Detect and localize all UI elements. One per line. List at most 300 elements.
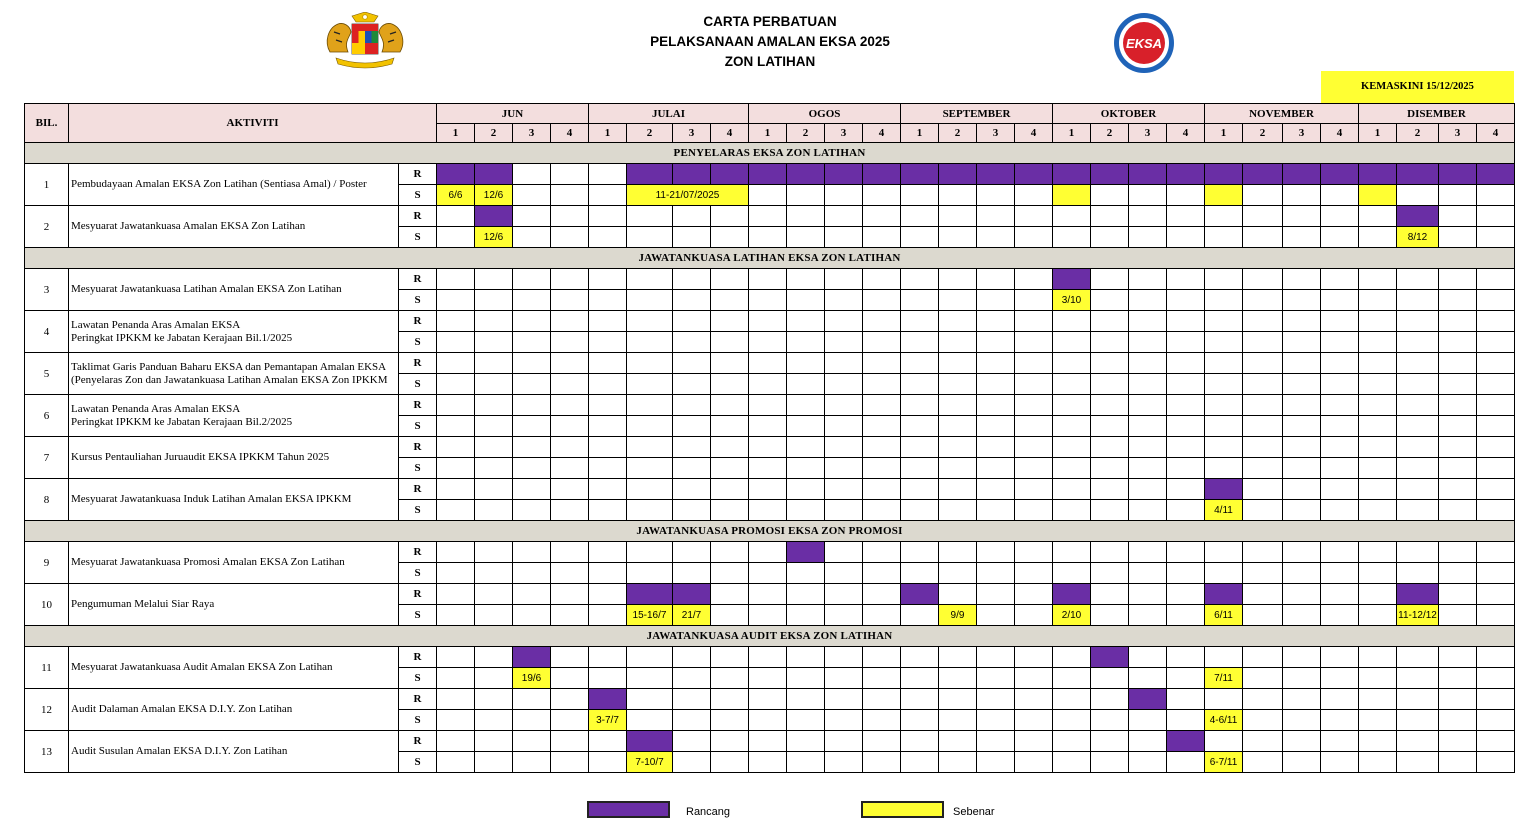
plan-row-label: R (399, 731, 437, 752)
actual-cell-filled: 15-16/7 (627, 605, 673, 626)
plan-row-label: R (399, 647, 437, 668)
actual-cell (513, 605, 551, 626)
actual-cell (1167, 458, 1205, 479)
actual-cell (513, 458, 551, 479)
actual-cell (1283, 500, 1321, 521)
plan-cell-filled (475, 206, 513, 227)
week-header: 4 (711, 124, 749, 143)
actual-cell (749, 374, 787, 395)
actual-cell (977, 416, 1015, 437)
plan-cell (939, 584, 977, 605)
actual-cell (1091, 458, 1129, 479)
plan-cell (901, 353, 939, 374)
plan-cell-filled (1053, 269, 1091, 290)
title-line-1: CARTA PERBATUAN (703, 14, 837, 29)
row-number: 6 (25, 395, 69, 437)
plan-cell (1091, 584, 1129, 605)
plan-cell (901, 269, 939, 290)
week-header: 4 (1321, 124, 1359, 143)
actual-cell (627, 290, 673, 311)
row-number: 8 (25, 479, 69, 521)
plan-cell (1359, 689, 1397, 710)
actual-cell (589, 416, 627, 437)
activity-name: Taklimat Garis Panduan Baharu EKSA dan Pemantapan Amalan EKSA (Penyelaras Zon dan Jawatankuasa Latihan Amalan EKSA Zon IPKKM (69, 353, 399, 395)
actual-cell (589, 563, 627, 584)
actual-cell (1129, 290, 1167, 311)
actual-cell (1243, 563, 1283, 584)
plan-cell (475, 542, 513, 563)
actual-cell (939, 290, 977, 311)
plan-cell (1129, 731, 1167, 752)
actual-cell (1321, 332, 1359, 353)
actual-cell (711, 374, 749, 395)
plan-cell-filled (711, 164, 749, 185)
plan-cell (863, 269, 901, 290)
actual-cell (1053, 416, 1091, 437)
plan-cell (749, 311, 787, 332)
activity-name: Pengumuman Melalui Siar Raya (69, 584, 399, 626)
plan-cell (863, 584, 901, 605)
actual-cell (749, 416, 787, 437)
actual-cell (1091, 752, 1129, 773)
plan-cell (1321, 647, 1359, 668)
actual-cell (901, 374, 939, 395)
actual-cell (475, 374, 513, 395)
actual-cell (551, 605, 589, 626)
actual-cell (977, 710, 1015, 731)
actual-cell (1283, 290, 1321, 311)
actual-cell (977, 332, 1015, 353)
actual-cell (627, 500, 673, 521)
plan-cell (475, 689, 513, 710)
actual-cell (1477, 752, 1515, 773)
actual-cell (749, 752, 787, 773)
activity-plan-row (25, 647, 1515, 668)
plan-cell (863, 479, 901, 500)
week-header: 2 (627, 124, 673, 143)
actual-cell (437, 605, 475, 626)
plan-cell (1053, 479, 1091, 500)
plan-cell (437, 542, 475, 563)
actual-cell-filled: 3-7/7 (589, 710, 627, 731)
week-header: 4 (551, 124, 589, 143)
actual-cell (673, 500, 711, 521)
actual-cell (437, 500, 475, 521)
plan-cell (1015, 479, 1053, 500)
actual-cell (787, 752, 825, 773)
plan-cell (1129, 395, 1167, 416)
actual-cell (1477, 332, 1515, 353)
coat-of-arms-icon (322, 12, 408, 72)
plan-cell (475, 269, 513, 290)
actual-cell (1477, 227, 1515, 248)
plan-cell (1321, 206, 1359, 227)
actual-cell (1015, 563, 1053, 584)
plan-cell (863, 311, 901, 332)
actual-cell (1359, 332, 1397, 353)
plan-cell (1205, 647, 1243, 668)
month-header: SEPTEMBER (901, 104, 1053, 124)
plan-cell (1477, 311, 1515, 332)
activity-plan-row (25, 584, 1515, 605)
actual-cell (825, 752, 863, 773)
plan-cell (1359, 437, 1397, 458)
plan-cell (825, 542, 863, 563)
plan-cell-filled (1167, 164, 1205, 185)
actual-cell (513, 752, 551, 773)
actual-cell (1439, 710, 1477, 731)
activity-name: Audit Dalaman Amalan EKSA D.I.Y. Zon Latihan (69, 689, 399, 731)
plan-cell (1359, 479, 1397, 500)
actual-cell (437, 416, 475, 437)
plan-cell (825, 353, 863, 374)
plan-cell (1283, 437, 1321, 458)
actual-cell-filled: 4-6/11 (1205, 710, 1243, 731)
actual-row-label: S (399, 374, 437, 395)
plan-row-label: R (399, 269, 437, 290)
plan-cell (1283, 689, 1321, 710)
actual-cell (1283, 332, 1321, 353)
actual-cell (627, 458, 673, 479)
actual-row-label: S (399, 227, 437, 248)
actual-cell (1321, 290, 1359, 311)
plan-cell (1205, 395, 1243, 416)
plan-cell (1015, 584, 1053, 605)
actual-cell (1321, 185, 1359, 206)
plan-cell (1477, 353, 1515, 374)
actual-cell (1321, 605, 1359, 626)
month-header: DISEMBER (1359, 104, 1515, 124)
plan-cell-filled (1091, 164, 1129, 185)
actual-cell (1283, 416, 1321, 437)
actual-cell (787, 605, 825, 626)
actual-cell (1015, 374, 1053, 395)
plan-cell (901, 542, 939, 563)
plan-cell (1283, 584, 1321, 605)
row-number: 5 (25, 353, 69, 395)
actual-cell-filled: 12/6 (475, 185, 513, 206)
actual-cell (901, 227, 939, 248)
plan-cell (1091, 437, 1129, 458)
plan-cell (787, 395, 825, 416)
month-header: OGOS (749, 104, 901, 124)
actual-cell (1205, 563, 1243, 584)
actual-cell (901, 710, 939, 731)
plan-cell (1439, 437, 1477, 458)
actual-cell (1053, 563, 1091, 584)
actual-cell (1477, 290, 1515, 311)
plan-cell (711, 437, 749, 458)
plan-cell-filled (901, 584, 939, 605)
actual-cell (475, 563, 513, 584)
actual-row-label: S (399, 416, 437, 437)
plan-cell (1167, 584, 1205, 605)
plan-cell (939, 206, 977, 227)
plan-cell (1243, 311, 1283, 332)
plan-cell (1359, 353, 1397, 374)
actual-cell (627, 227, 673, 248)
plan-cell (589, 437, 627, 458)
actual-cell (673, 227, 711, 248)
actual-cell (437, 458, 475, 479)
actual-cell (673, 563, 711, 584)
actual-cell (901, 185, 939, 206)
section-title: JAWATANKUASA PROMOSI EKSA ZON PROMOSI (25, 521, 1515, 542)
plan-cell (627, 395, 673, 416)
plan-cell (627, 311, 673, 332)
actual-cell (475, 416, 513, 437)
plan-cell (1439, 311, 1477, 332)
plan-cell (1053, 731, 1091, 752)
plan-row-label: R (399, 311, 437, 332)
activity-plan-row (25, 311, 1515, 332)
actual-cell-filled: 7/11 (1205, 668, 1243, 689)
plan-cell (787, 647, 825, 668)
section-title: JAWATANKUASA AUDIT EKSA ZON LATIHAN (25, 626, 1515, 647)
actual-cell (1359, 605, 1397, 626)
activity-name: Pembudayaan Amalan EKSA Zon Latihan (Sentiasa Amal) / Poster (69, 164, 399, 206)
actual-cell (939, 668, 977, 689)
plan-cell (939, 731, 977, 752)
actual-cell-filled (1205, 185, 1243, 206)
plan-cell (825, 731, 863, 752)
plan-cell (1243, 542, 1283, 563)
actual-cell (749, 710, 787, 731)
actual-cell (711, 416, 749, 437)
title-line-3: ZON LATIHAN (724, 54, 816, 69)
plan-cell (939, 542, 977, 563)
actual-cell (901, 563, 939, 584)
plan-cell (711, 542, 749, 563)
plan-cell (1129, 584, 1167, 605)
plan-cell-filled (437, 164, 475, 185)
actual-cell (977, 374, 1015, 395)
plan-cell (863, 395, 901, 416)
plan-cell (589, 353, 627, 374)
plan-cell (901, 311, 939, 332)
plan-cell (1321, 479, 1359, 500)
actual-cell (1091, 668, 1129, 689)
actual-cell (551, 332, 589, 353)
actual-cell (1243, 185, 1283, 206)
actual-cell (711, 290, 749, 311)
plan-cell (1091, 395, 1129, 416)
actual-cell (551, 227, 589, 248)
plan-cell (437, 731, 475, 752)
plan-cell (749, 353, 787, 374)
plan-cell (1167, 269, 1205, 290)
plan-cell (825, 206, 863, 227)
actual-cell (475, 710, 513, 731)
actual-cell (1129, 605, 1167, 626)
plan-cell (1243, 395, 1283, 416)
plan-cell-filled (475, 164, 513, 185)
actual-cell (673, 374, 711, 395)
plan-cell (1243, 689, 1283, 710)
actual-cell (1167, 227, 1205, 248)
actual-cell (1397, 416, 1439, 437)
actual-cell (711, 668, 749, 689)
plan-cell (1167, 542, 1205, 563)
plan-cell-filled (1205, 164, 1243, 185)
plan-cell (749, 269, 787, 290)
plan-cell (939, 479, 977, 500)
actual-cell-filled: 19/6 (513, 668, 551, 689)
actual-cell (787, 668, 825, 689)
actual-cell (513, 563, 551, 584)
plan-row-label: R (399, 395, 437, 416)
actual-row-label: S (399, 605, 437, 626)
plan-cell (1321, 584, 1359, 605)
plan-cell (1477, 542, 1515, 563)
progress-chart-table (24, 103, 1515, 773)
plan-cell (711, 479, 749, 500)
actual-cell (1053, 710, 1091, 731)
plan-cell-filled (589, 689, 627, 710)
plan-cell (1439, 395, 1477, 416)
actual-cell (1167, 332, 1205, 353)
plan-cell-filled (825, 164, 863, 185)
actual-cell-filled: 4/11 (1205, 500, 1243, 521)
actual-cell (437, 563, 475, 584)
plan-cell (711, 647, 749, 668)
plan-cell-filled (1283, 164, 1321, 185)
week-header: 2 (1397, 124, 1439, 143)
plan-cell (1283, 269, 1321, 290)
actual-cell (1283, 563, 1321, 584)
actual-cell (551, 710, 589, 731)
actual-cell (513, 374, 551, 395)
activity-plan-row (25, 164, 1515, 185)
actual-cell (1321, 227, 1359, 248)
actual-cell (1439, 500, 1477, 521)
plan-cell (1205, 353, 1243, 374)
actual-cell (1015, 605, 1053, 626)
plan-row-label: R (399, 542, 437, 563)
plan-cell (551, 353, 589, 374)
activity-name: Kursus Pentauliahan Juruaudit EKSA IPKKM Tahun 2025 (69, 437, 399, 479)
plan-cell (749, 437, 787, 458)
actual-cell (513, 227, 551, 248)
actual-cell (1439, 332, 1477, 353)
week-header: 3 (977, 124, 1015, 143)
plan-cell (513, 269, 551, 290)
actual-cell (787, 374, 825, 395)
actual-cell (825, 458, 863, 479)
actual-cell (787, 290, 825, 311)
plan-cell (627, 437, 673, 458)
actual-cell (1243, 710, 1283, 731)
plan-cell-filled (1205, 584, 1243, 605)
actual-cell (673, 752, 711, 773)
actual-cell (627, 374, 673, 395)
actual-cell (787, 710, 825, 731)
actual-cell-filled: 2/10 (1053, 605, 1091, 626)
plan-cell (1397, 269, 1439, 290)
actual-cell (1321, 416, 1359, 437)
actual-cell (1359, 458, 1397, 479)
actual-cell (711, 500, 749, 521)
plan-cell (1359, 269, 1397, 290)
week-header: 1 (1053, 124, 1091, 143)
actual-cell (1015, 227, 1053, 248)
actual-cell (1129, 668, 1167, 689)
actual-cell (977, 563, 1015, 584)
actual-cell (1167, 500, 1205, 521)
header-month-row (25, 104, 1515, 124)
actual-cell (1283, 752, 1321, 773)
actual-cell (589, 605, 627, 626)
actual-cell-filled: 3/10 (1053, 290, 1091, 311)
actual-cell (1243, 500, 1283, 521)
eksa-logo-icon (1112, 12, 1176, 74)
row-number: 3 (25, 269, 69, 311)
plan-cell (787, 479, 825, 500)
plan-cell (1205, 311, 1243, 332)
plan-cell-filled (863, 164, 901, 185)
plan-cell (513, 164, 551, 185)
actual-cell (749, 605, 787, 626)
actual-cell (627, 332, 673, 353)
plan-cell (513, 206, 551, 227)
actual-cell (1439, 227, 1477, 248)
plan-cell (1091, 479, 1129, 500)
legend-actual-label: Sebenar (953, 806, 995, 818)
plan-cell (1167, 437, 1205, 458)
legend-plan-swatch (587, 801, 670, 818)
actual-cell (1129, 752, 1167, 773)
plan-cell (551, 731, 589, 752)
actual-cell (977, 290, 1015, 311)
actual-cell (1243, 458, 1283, 479)
actual-cell (1167, 710, 1205, 731)
actual-cell (977, 605, 1015, 626)
plan-cell (1439, 206, 1477, 227)
actual-row-label: S (399, 752, 437, 773)
plan-cell (589, 269, 627, 290)
plan-cell (1439, 542, 1477, 563)
row-number: 2 (25, 206, 69, 248)
plan-cell (1053, 647, 1091, 668)
plan-cell-filled (1015, 164, 1053, 185)
actual-cell (589, 458, 627, 479)
plan-cell (551, 647, 589, 668)
plan-cell (1167, 689, 1205, 710)
plan-cell (437, 206, 475, 227)
actual-cell (1439, 668, 1477, 689)
plan-cell (437, 311, 475, 332)
plan-cell (939, 395, 977, 416)
actual-cell (1397, 668, 1439, 689)
actual-row-label: S (399, 668, 437, 689)
activity-plan-row (25, 269, 1515, 290)
week-header: 4 (1015, 124, 1053, 143)
plan-cell (1015, 353, 1053, 374)
actual-cell (1091, 332, 1129, 353)
actual-cell (1091, 374, 1129, 395)
actual-cell (711, 332, 749, 353)
section-title: PENYELARAS EKSA ZON LATIHAN (25, 143, 1515, 164)
actual-cell (977, 752, 1015, 773)
actual-cell (437, 290, 475, 311)
actual-cell (1439, 563, 1477, 584)
plan-cell (673, 311, 711, 332)
plan-cell (673, 206, 711, 227)
activity-name: Audit Susulan Amalan EKSA D.I.Y. Zon Latihan (69, 731, 399, 773)
plan-cell (589, 584, 627, 605)
plan-cell (1053, 542, 1091, 563)
plan-cell (787, 269, 825, 290)
